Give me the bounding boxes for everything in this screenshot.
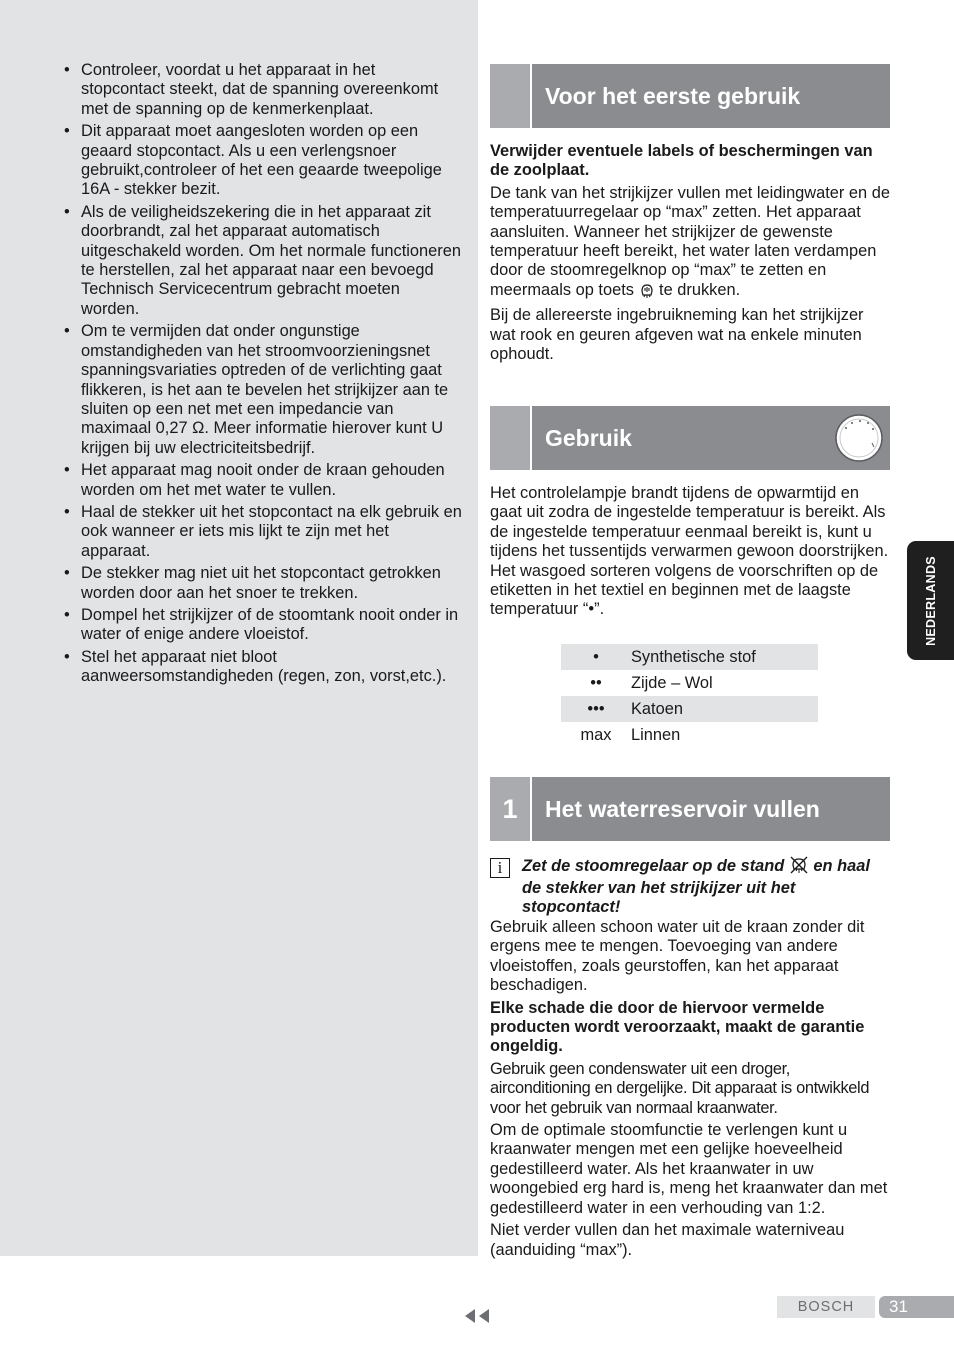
temperature-dial-icon [834,413,884,463]
list-item: • Dit apparaat moet aangesloten worden op een geaard stopcontact. Als u een verlengsnoer gebruikt,controleer of het een geaarde tweepolige 16A - stekker bezit. [64,122,462,200]
list-item: • Het apparaat mag nooit onder de kraan gehouden worden om het met water te vullen. [64,461,462,500]
previous-page-icon[interactable] [463,1308,493,1324]
list-item: • Stel het apparaat niet bloot aanweersomstandigheden (regen, zon, vorst,etc.). [64,648,462,687]
fabric-name: Zijde – Wol [631,673,713,692]
section-header-fill-water [490,777,890,841]
section-body-first-use [490,142,890,367]
table-row [561,670,818,696]
list-item: • De stekker mag niet uit het stopcontact getrokken worden door aan het snoer te trekken. [64,564,462,603]
bold-warning: Elke schade die door de hiervoor vermelde producten wordt veroorzaakt, maakt de garantie ongeldig. [490,998,865,1056]
fabric-name: Katoen [631,696,818,722]
table-row [561,644,818,670]
paragraph: Het controlelampje brandt tijdens de opwarmtijd en gaat uit zodra de ingestelde temperatuur is bereikt. Als de ingestelde temperatuur eenmaal bereikt is, kunt u tijdens het tussentijds verwarmen gewoon doorstrijken. Het wasgoed sorteren volgens de voorschriften op de etiketten in het textiel en beginnen met de laagste temperatuur “•”. [490,484,889,619]
section-number [490,406,530,470]
section-title: Het waterreservoir vullen [532,777,890,841]
safety-bullet-list [64,61,462,690]
paragraph: De tank van het strijkijzer vullen met leidingwater en de temperatuurregelaar op “max” zetten. Het apparaat aansluiten. Wanneer het strijkijzer de gewenste temperatuur heeft bereikt, het water laten verdampen door de stoomregelknop op “max” te zetten en meermaals op toets te drukken. [490,184,890,303]
list-item: • Haal de stekker uit het stopcontact na elk gebruik en ook wanneer er iets mis lijkt te zijn met het apparaat. [64,503,462,561]
temperature-symbol: •• [590,673,602,692]
list-item: • Als de veiligheidszekering die in het apparaat zit doorbrandt, zal het apparaat automatisch uitgeschakeld worden. Om het normale functioneren te herstellen, zal het apparaat naar een bevoegd Technisch Servicecentrum gebracht moeten worden. [64,203,462,319]
paragraph: Gebruik alleen schoon water uit de kraan zonder dit ergens mee te mengen. Toevoeging van andere vloeistoffen, zoals geurstoffen, kan het apparaat beschadigen. [490,918,865,995]
paragraph: Niet verder vullen dan het maximale waterniveau (aanduiding “max”). [490,1221,845,1259]
bold-intro: Verwijder eventuele labels of beschermingen van de zoolplaat. [490,142,873,180]
info-text: Zet de stoomregelaar op de stand en haal de stekker van het strijkijzer uit het stopcontact! [522,857,870,916]
section-body-usage [490,484,890,623]
page-number: 31 [879,1296,954,1318]
paragraph: Bij de allereerste ingebruikneming kan het strijkijzer wat rook en geuren afgeven wat na enkele minuten ophoudt. [490,306,864,364]
fabric-name: Linnen [631,725,681,744]
table-row [561,696,818,722]
list-item: • Om te vermijden dat onder ongunstige omstandigheden van het stroomvoorzieningsnet spanningsvariaties optreden of de verlichting gaat flikkeren, is het aan te bevelen het strijkijzer aan te sluiten op een net met een impedancie van maximaal 0,27 Ω. Meer informatie hierover kunt U krijgen bij uw electriciteitsbedrijf. [64,322,462,458]
info-icon: i [490,858,510,878]
section-title: Gebruik [532,406,890,470]
temperature-table [561,644,818,748]
language-tab [907,541,954,660]
section-body-fill-water [490,918,890,1263]
list-item: • Controleer, voordat u het apparaat in het stopcontact steekt, dat de spanning overeenkomt met de spanning op de kenmerkenplaat. [64,61,462,119]
list-item: • Dompel het strijkijzer of de stoomtank nooit onder in water of enige andere vloeistof. [64,606,462,645]
info-note [490,856,890,917]
section-header-usage [490,406,890,470]
section-header-first-use [490,64,890,128]
paragraph: Gebruik geen condenswater uit een droger, airconditioning en dergelijke. Dit apparaat is ontwikkeld voor het gebruik van normaal kraanwater. [490,1059,870,1117]
brand-label: BOSCH [777,1296,875,1318]
language-label: NEDERLANDS [923,555,938,646]
section-number: 1 [490,777,530,841]
temperature-symbol: max [580,725,612,744]
steam-burst-icon [639,282,655,303]
table-row [561,722,818,748]
fabric-name: Synthetische stof [631,644,818,670]
section-title: Voor het eerste gebruik [532,64,890,128]
temperature-symbol: • [561,644,631,670]
paragraph: Om de optimale stoomfunctie te verlengen kunt u kraanwater mengen met een gelijke hoeveelheid gedestilleerd water. Als het kraanwater in uw woongebied erg hard is, meng het kraanwater dan met gedestilleerd water in een verhouding van 1:2. [490,1121,888,1217]
section-number [490,64,530,128]
no-steam-icon [789,856,809,879]
temperature-symbol: ••• [561,696,631,722]
